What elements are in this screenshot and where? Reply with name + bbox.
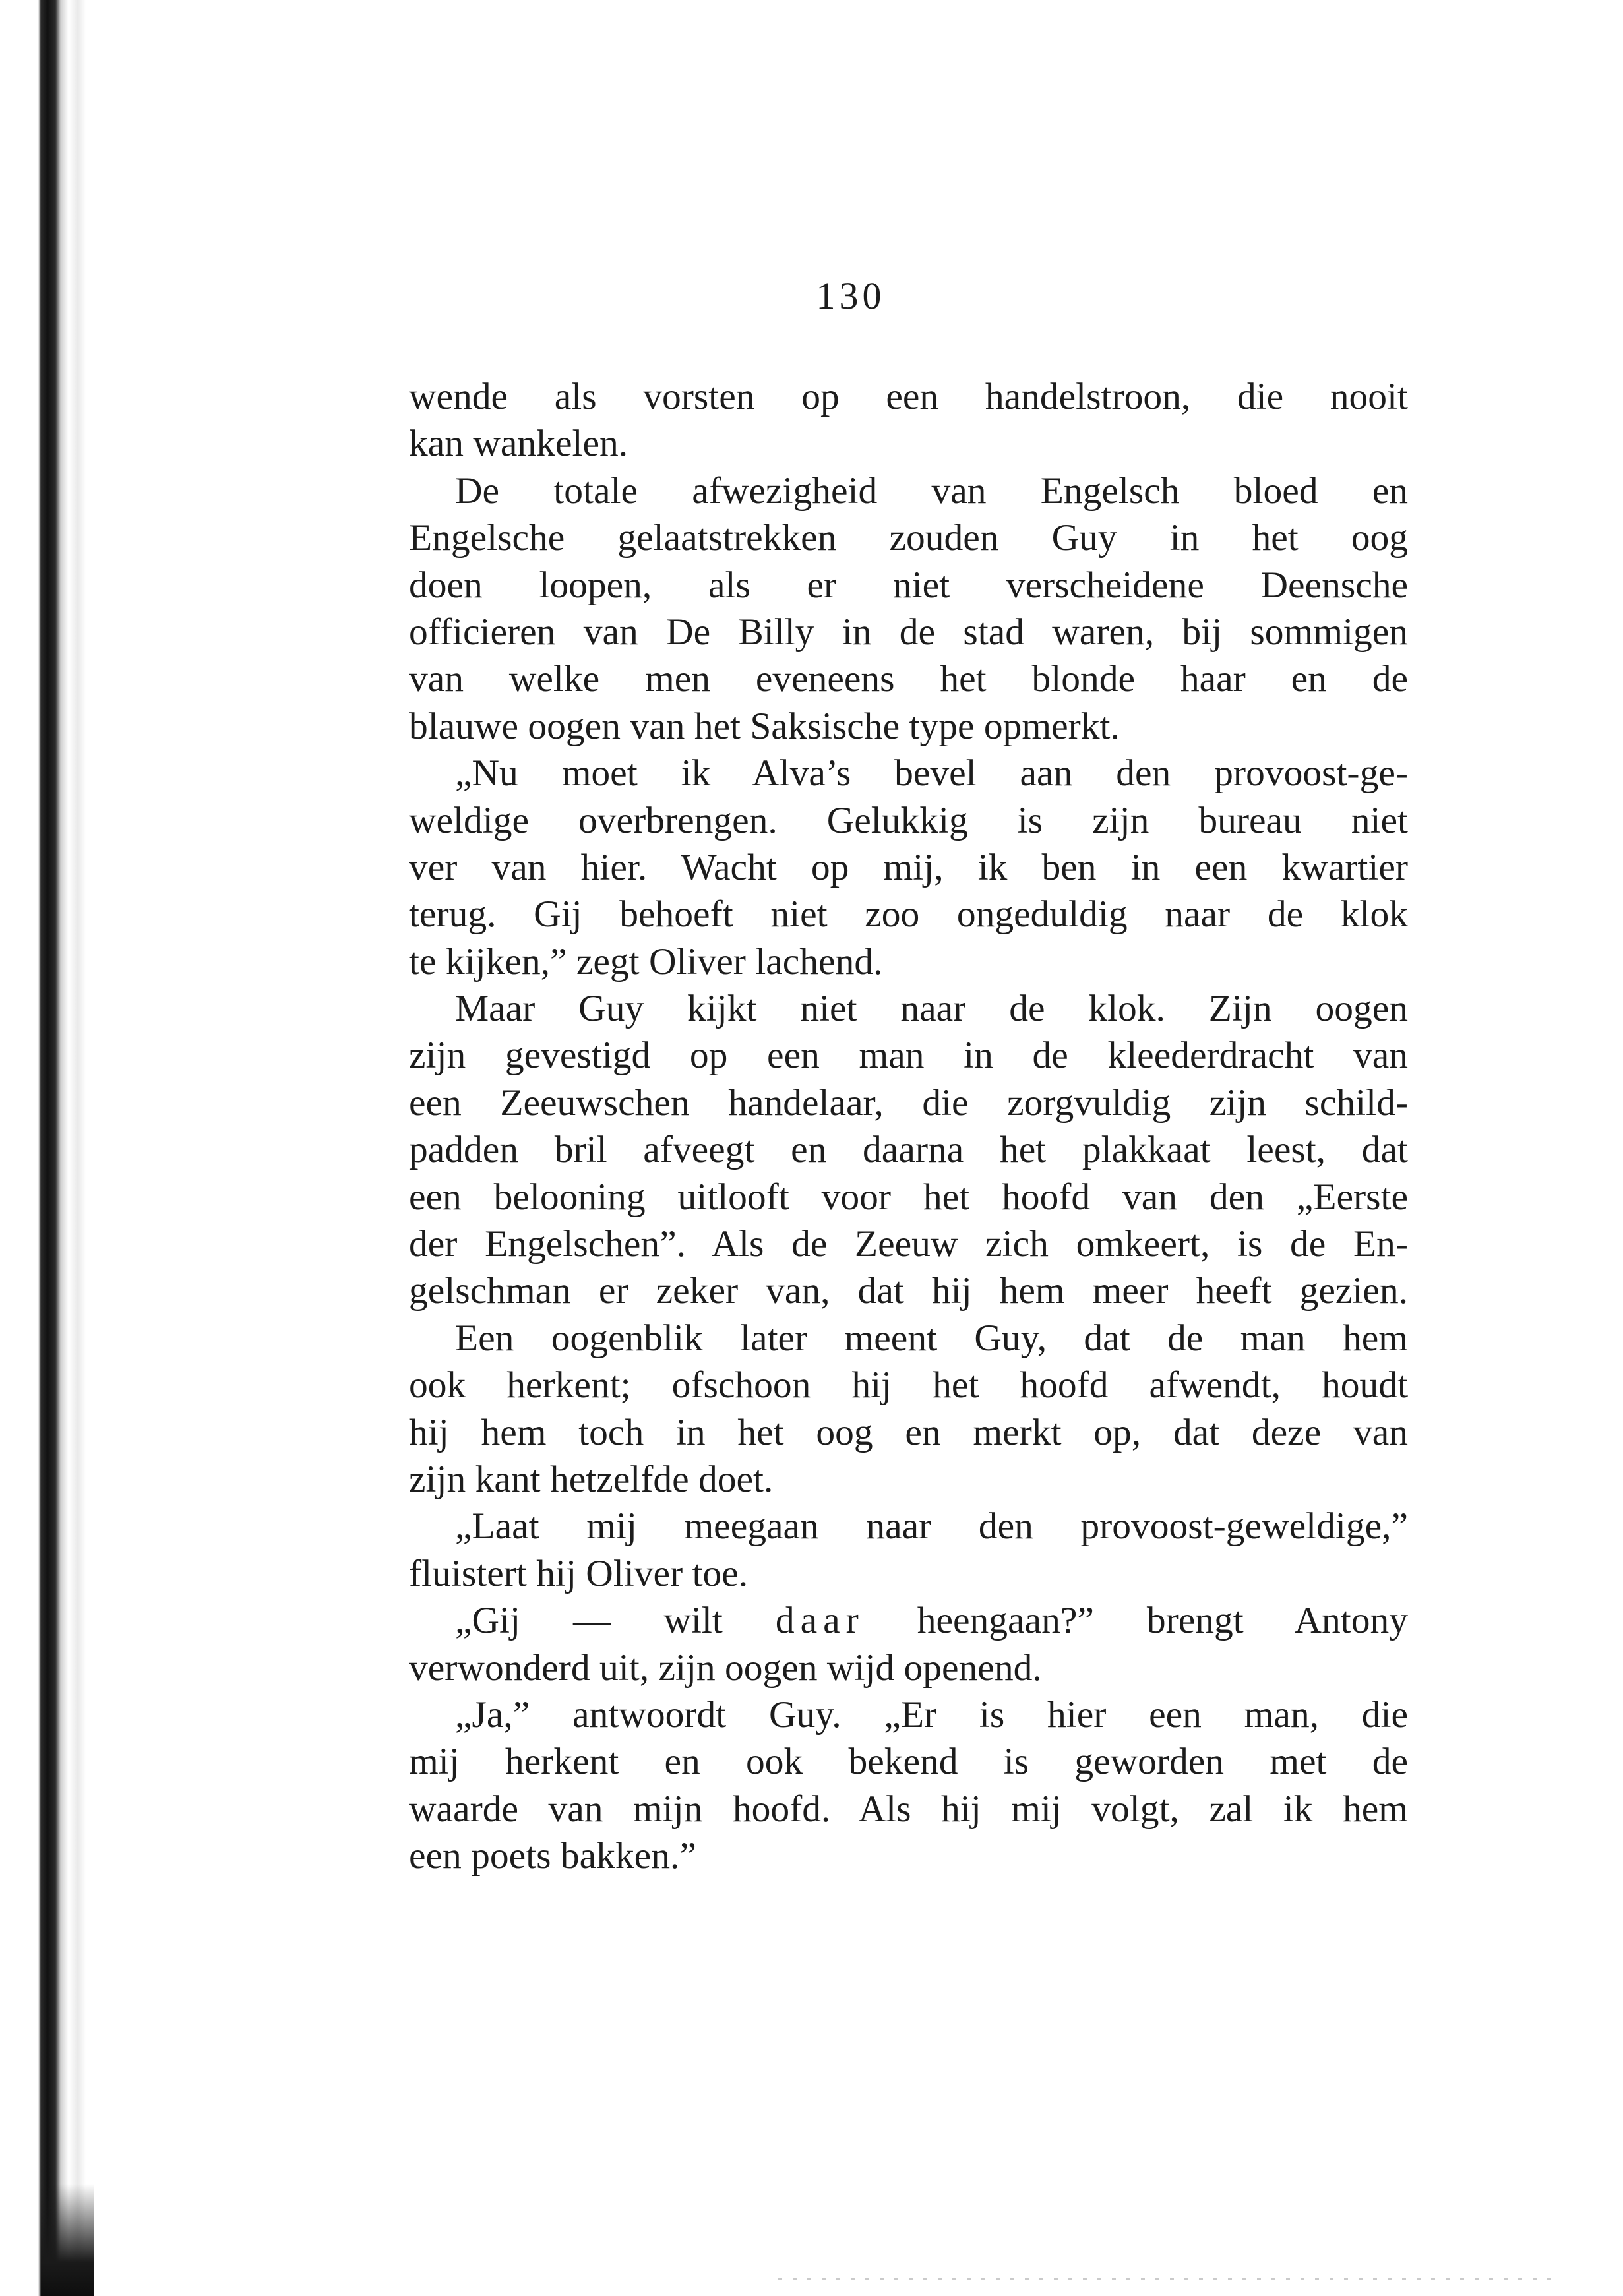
text-line: „Laat mij meegaan naar den provoost-geweldige,” <box>455 1505 1408 1548</box>
text-line: „Nu moet ik Alva’s bevel aan den provoost-ge- <box>455 752 1408 795</box>
text-line: doen loopen, als er niet verscheidene Deensche <box>409 564 1408 606</box>
text-line: padden bril afveegt en daarna het plakkaat leest, dat <box>409 1129 1408 1171</box>
text-line: Engelsche gelaatstrekken zouden Guy in het oog <box>409 517 1408 559</box>
text-line: De totale afwezigheid van Engelsch bloed en <box>455 469 1408 512</box>
text-fragment: „Gij — wilt <box>455 1600 776 1642</box>
text-line: van welke men eveneens het blonde haar en de <box>409 658 1408 700</box>
scan-bottom-speckle <box>778 2278 1556 2280</box>
text-line: weldige overbrengen. Gelukkig is zijn bureau niet <box>409 799 1408 841</box>
text-line: verwonderd uit, zijn oogen wijd openend. <box>409 1646 1042 1689</box>
text-line: Een oogenblik later meent Guy, dat de man hem <box>455 1317 1408 1359</box>
text-line: wende als vorsten op een handelstroon, die nooit <box>409 376 1408 417</box>
text-line: mij herkent en ook bekend is geworden met de <box>409 1741 1408 1783</box>
text-line: gelschman er zeker van, dat hij hem meer heeft gezien. <box>409 1270 1408 1312</box>
text-line: zijn kant hetzelfde doet. <box>409 1458 774 1500</box>
text-fragment: heengaan?” brengt Antony <box>864 1600 1408 1642</box>
text-line: waarde van mijn hoofd. Als hij mij volgt, zal ik hem <box>409 1788 1408 1830</box>
text-line: ook herkent; ofschoon hij het hoofd afwendt, houdt <box>409 1364 1408 1406</box>
text-line: ver van hier. Wacht op mij, ik ben in een kwartier <box>409 846 1408 888</box>
text-line: een poets bakken.” <box>409 1835 696 1877</box>
text-line: kan wankelen. <box>409 423 628 465</box>
body-text <box>409 373 1408 1880</box>
text-line <box>409 1597 1408 1644</box>
text-line: „Ja,” antwoordt Guy. „Er is hier een man, die <box>455 1693 1408 1736</box>
text-line: een Zeeuwschen handelaar, die zorgvuldig zijn schild- <box>409 1081 1408 1124</box>
text-line: der Engelschen”. Als de Zeeuw zich omkeert, is de En- <box>409 1223 1408 1265</box>
text-line: te kijken,” zegt Oliver lachend. <box>409 940 883 982</box>
text-line: hij hem toch in het oog en merkt op, dat deze van <box>409 1411 1408 1453</box>
text-line: officieren van De Billy in de stad waren, bij sommigen <box>409 611 1408 653</box>
text-line: terug. Gij behoeft niet zoo ongeduldig naar de klok <box>409 893 1408 936</box>
text-line: een belooning uitlooft voor het hoofd van den „Eerste <box>409 1176 1408 1218</box>
scan-binding-edge <box>0 0 99 2296</box>
emphasized-word: daar <box>775 1600 865 1642</box>
text-line: zijn gevestigd op een man in de kleederdracht van <box>409 1035 1408 1077</box>
text-line: Maar Guy kijkt niet naar de klok. Zijn oogen <box>455 988 1408 1030</box>
text-line: fluistert hij Oliver toe. <box>409 1552 749 1594</box>
page-number: 130 <box>816 274 886 317</box>
text-line: blauwe oogen van het Saksische type opmerkt. <box>409 705 1120 747</box>
